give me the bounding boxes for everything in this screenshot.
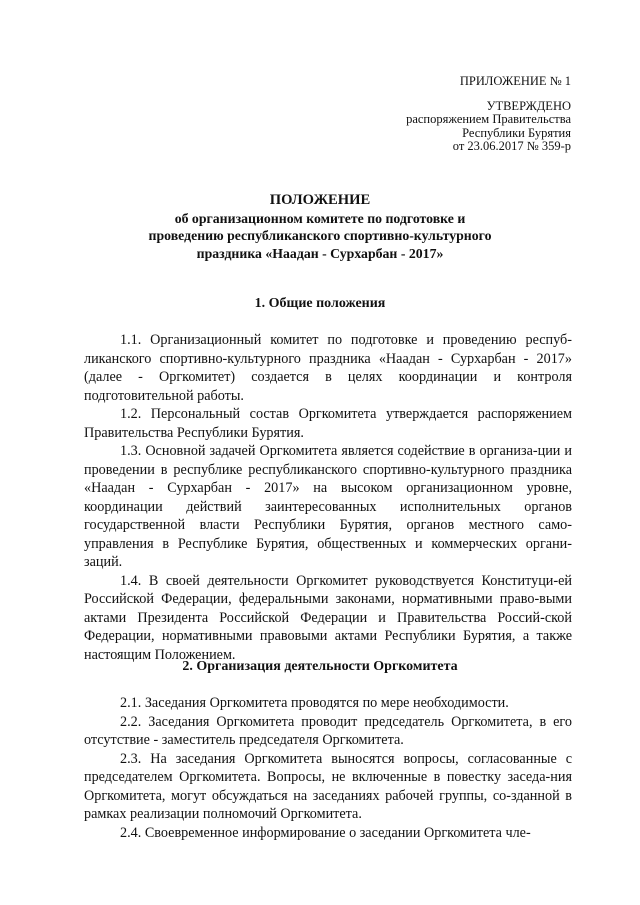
paragraph: 1.3. Основной задачей Оргкомитета является содействие в организа-ции и проведении в республике республиканского спортивно-культурного праздника «Наадан - Сурхарбан - 2017» на высоком организационном уровне, координации действий заинтересованных исполнительных органов государственной власти Республики Бурятия, органов местного само-управления в Республике Бурятия, общественных и коммерческих органи-заций. [84, 443, 572, 570]
title-line: об организационном комитете по подготовке и [174, 210, 466, 226]
approved-label: УТВЕРЖДЕНО [486, 98, 571, 113]
paragraph: 2.4. Своевременное информирование о заседании Оргкомитета чле- [120, 824, 531, 841]
paragraph: 2.3. На заседания Оргкомитета выносятся вопросы, согласованные с председателем Оргкомитета. Вопросы, не включенные в повестку заседа-ния Оргкомитета, могут обсуждаться на заседаниях рабочей группы, со-зданной в рамках реализации полномочий Оргкомитета. [84, 750, 572, 822]
section-heading: 1. Общие положения [254, 296, 386, 311]
document-title [110, 192, 530, 262]
annex-label: ПРИЛОЖЕНИЕ № 1 [459, 74, 571, 88]
approval-line: распоряжением Правительства [406, 112, 571, 126]
approval-block [271, 75, 571, 154]
paragraph: 2.2. Заседания Оргкомитета проводит председатель Оргкомитета, в его отсутствие - заместитель председателя Оргкомитета. [84, 713, 572, 748]
title-line: проведению республиканского спортивно-культурного [148, 228, 492, 243]
title-main: ПОЛОЖЕНИЕ [269, 192, 371, 208]
approval-line: Республики Бурятия [462, 125, 571, 140]
section-heading: 2. Организация деятельности Оргкомитета [182, 659, 458, 674]
paragraph: 2.1. Заседания Оргкомитета проводятся по мере необходимости. [120, 695, 509, 711]
paragraph: 1.4. В своей деятельности Оргкомитет руководствуется Конституци-ей Российской Федерации, федеральными законами, нормативными право-выми актами Президента Российской Федерации и Правительства Россий-ской Федерации, нормативными правовыми актами Республики Бурятия, а также настоящим Положением. [84, 572, 572, 663]
title-line: праздника «Наадан - Сурхарбан - 2017» [196, 245, 444, 261]
paragraph: 1.2. Персональный состав Оргкомитета утверждается распоряжением Правительства Республики Бурятия. [84, 406, 572, 441]
approval-date: от 23.06.2017 № 359-р [452, 139, 571, 153]
paragraph: 1.1. Организационный комитет по подготовке и проведению респуб-ликанского спортивно-культурного праздника «Наадан - Сурхарбан - 2017» (далее - Оргкомитет) создается в целях координации и контроля подготовительной работы. [84, 332, 572, 404]
section-2-body [84, 694, 572, 842]
section-1-body [84, 331, 572, 664]
